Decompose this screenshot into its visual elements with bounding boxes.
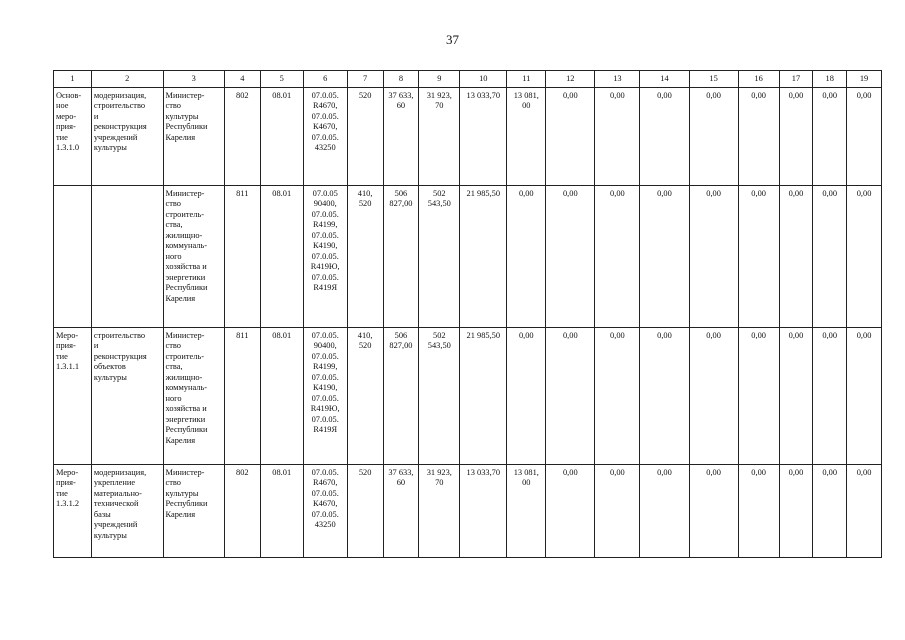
table-cell: 07.0.05 90400, 07.0.05. R4199, 07.0.05. К4190, 07.0.05. R419Ю, 07.0.05. R419Я (303, 185, 347, 327)
column-header: 4 (224, 71, 260, 88)
table-cell: 08.01 (260, 87, 303, 185)
table-cell: 0,00 (847, 327, 882, 464)
table-cell: 0,00 (546, 327, 595, 464)
table-cell: 0,00 (779, 327, 813, 464)
budget-table (53, 70, 882, 558)
table-cell: 0,00 (738, 327, 779, 464)
activity-code-cell: Меро- прия- тие 1.3.1.1 (54, 327, 92, 464)
table-row (54, 464, 882, 557)
table-cell: 31 923, 70 (419, 464, 460, 557)
table-cell: 811 (224, 327, 260, 464)
column-header: 5 (260, 71, 303, 88)
table-row (54, 185, 882, 327)
table-cell: 21 985,50 (460, 327, 507, 464)
table-row (54, 327, 882, 464)
activity-name-cell: модернизация, укрепление материально- технической базы учреждений культуры (91, 464, 163, 557)
table-cell: 07.0.05. R4670, 07.0.05. К4670, 07.0.05. 43250 (303, 87, 347, 185)
column-header: 15 (689, 71, 738, 88)
table-cell: 0,00 (847, 185, 882, 327)
table-cell: 07.0.05. R4670, 07.0.05. К4670, 07.0.05. 43250 (303, 464, 347, 557)
activity-name-cell: модернизация, строительство и реконструкция учреждений культуры (91, 87, 163, 185)
column-header: 9 (419, 71, 460, 88)
table-cell: 0,00 (546, 464, 595, 557)
table-cell: 08.01 (260, 464, 303, 557)
column-header: 11 (507, 71, 546, 88)
page-number: 37 (446, 32, 459, 47)
table-cell: 0,00 (507, 185, 546, 327)
table-cell: 0,00 (595, 327, 640, 464)
table-cell: 13 033,70 (460, 464, 507, 557)
column-header: 12 (546, 71, 595, 88)
column-header: 8 (383, 71, 419, 88)
column-header: 13 (595, 71, 640, 88)
table-cell: 08.01 (260, 327, 303, 464)
table-cell: 13 081, 00 (507, 87, 546, 185)
table-cell: 520 (347, 87, 383, 185)
column-header: 14 (640, 71, 689, 88)
table-cell: 0,00 (779, 464, 813, 557)
table-cell: 811 (224, 185, 260, 327)
table-cell: 0,00 (738, 464, 779, 557)
activity-code-cell: Основ- ное меро- прия- тие 1.3.1.0 (54, 87, 92, 185)
table-cell: 21 985,50 (460, 185, 507, 327)
table-cell: 0,00 (640, 87, 689, 185)
column-header: 19 (847, 71, 882, 88)
column-header: 3 (163, 71, 224, 88)
table-cell: 520 (347, 464, 383, 557)
table-cell: 0,00 (640, 464, 689, 557)
table-cell: 0,00 (595, 87, 640, 185)
table-row (54, 87, 882, 185)
executor-cell: Министер- ство строитель- ства, жилищно- коммуналь- ного хозяйства и энергетики Республики Карелия (163, 327, 224, 464)
table-cell: 37 633, 60 (383, 87, 419, 185)
merged-cell-continuation (54, 185, 92, 327)
table-cell: 0,00 (595, 185, 640, 327)
column-header: 17 (779, 71, 813, 88)
table-cell: 0,00 (813, 87, 847, 185)
table-cell: 31 923, 70 (419, 87, 460, 185)
column-header: 18 (813, 71, 847, 88)
column-header: 2 (91, 71, 163, 88)
table-cell: 0,00 (813, 185, 847, 327)
executor-cell: Министер- ство строитель- ства, жилищно- коммуналь- ного хозяйства и энергетики Республики Карелия (163, 185, 224, 327)
table-cell: 0,00 (813, 327, 847, 464)
table-cell: 0,00 (546, 87, 595, 185)
table-cell: 13 081, 00 (507, 464, 546, 557)
table-cell: 0,00 (546, 185, 595, 327)
table-cell: 802 (224, 87, 260, 185)
table-cell: 0,00 (779, 87, 813, 185)
table-cell: 0,00 (689, 464, 738, 557)
table-cell: 0,00 (507, 327, 546, 464)
table-cell: 0,00 (813, 464, 847, 557)
column-header: 16 (738, 71, 779, 88)
table-cell: 07.0.05. 90400, 07.0.05. R4199, 07.0.05. К4190, 07.0.05. R419Ю, 07.0.05. R419Я (303, 327, 347, 464)
table-cell: 0,00 (738, 87, 779, 185)
table-cell: 37 633, 60 (383, 464, 419, 557)
table-cell: 0,00 (847, 464, 882, 557)
column-header: 6 (303, 71, 347, 88)
table-cell: 0,00 (689, 185, 738, 327)
activity-name-cell: строительство и реконструкция объектов культуры (91, 327, 163, 464)
table-cell: 0,00 (847, 87, 882, 185)
table-cell: 0,00 (640, 185, 689, 327)
table-cell: 506 827,00 (383, 185, 419, 327)
table-cell: 0,00 (779, 185, 813, 327)
table-cell: 0,00 (595, 464, 640, 557)
column-header: 1 (54, 71, 92, 88)
table-cell: 08.01 (260, 185, 303, 327)
table-cell: 502 543,50 (419, 327, 460, 464)
table-cell: 13 033,70 (460, 87, 507, 185)
table-cell: 0,00 (689, 327, 738, 464)
header-row (54, 71, 882, 88)
executor-cell: Министер- ство культуры Республики Карелия (163, 464, 224, 557)
table-cell: 0,00 (640, 327, 689, 464)
table-cell: 0,00 (738, 185, 779, 327)
activity-code-cell: Меро- прия- тие 1.3.1.2 (54, 464, 92, 557)
executor-cell: Министер- ство культуры Республики Карелия (163, 87, 224, 185)
column-header: 7 (347, 71, 383, 88)
column-header: 10 (460, 71, 507, 88)
merged-cell-continuation (91, 185, 163, 327)
table-cell: 410, 520 (347, 185, 383, 327)
table-cell: 506 827,00 (383, 327, 419, 464)
table-cell: 0,00 (689, 87, 738, 185)
table-cell: 410, 520 (347, 327, 383, 464)
table-cell: 802 (224, 464, 260, 557)
table-cell: 502 543,50 (419, 185, 460, 327)
